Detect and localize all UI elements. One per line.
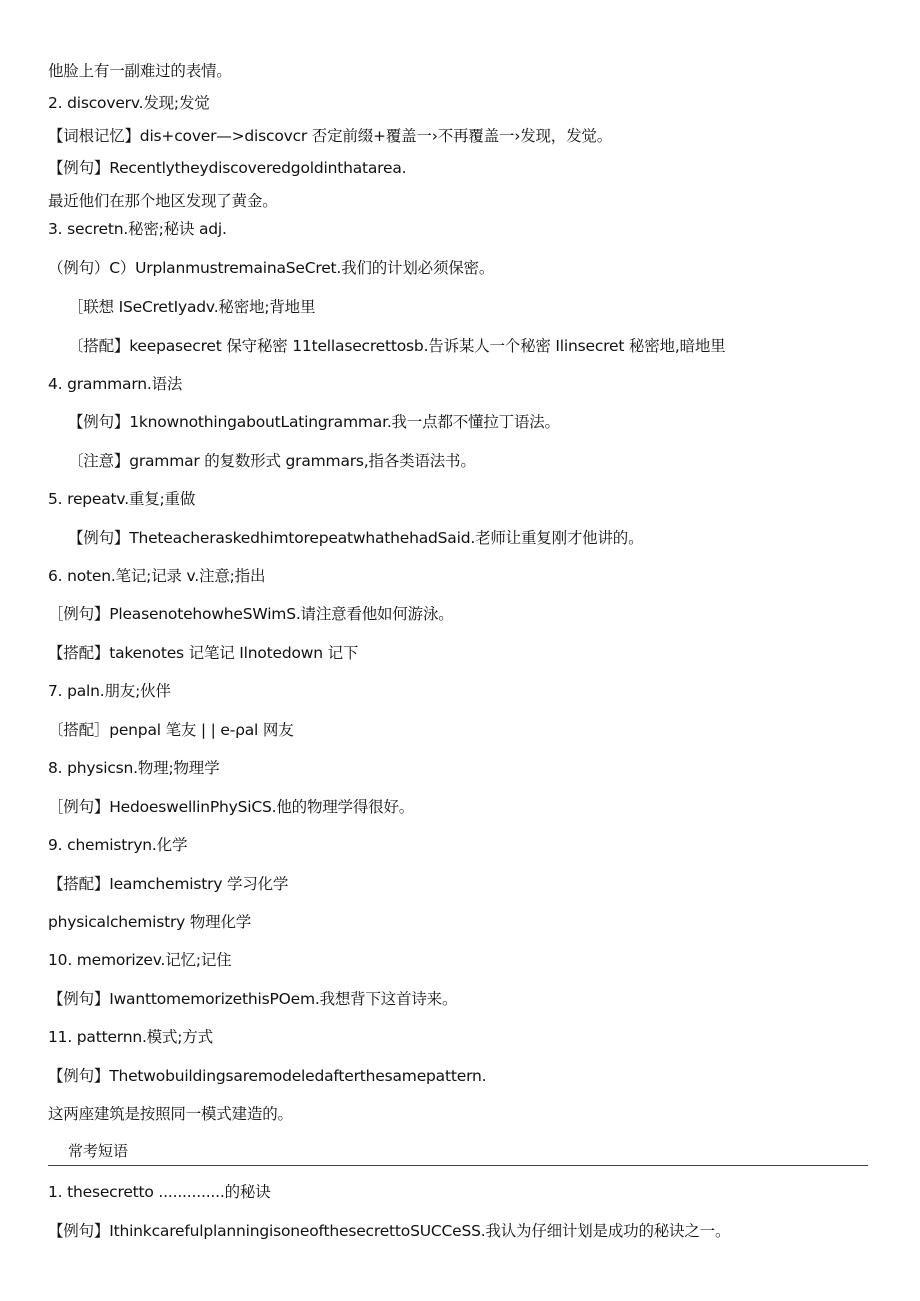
entry-pattern-heading: 11. patternn.模式;方式 xyxy=(48,1028,213,1046)
section-divider xyxy=(48,1165,868,1166)
entry-discover-root-memory: 【词根记忆】dis+cover—>discovcr 否定前缀+覆盖一›不再覆盖一›发现，发觉。 xyxy=(48,127,612,145)
entry-chemistry-collocation: 【搭配】Ieamchemistry 学习化学 xyxy=(48,875,289,893)
entry-chemistry-collocation-2: physicalchemistry 物理化学 xyxy=(48,913,252,931)
entry-grammar-example: 【例句】1knownothingaboutLatingrammar.我一点都不懂拉丁语法。 xyxy=(68,413,560,431)
entry-pattern-example: 【例句】Thetwobuildingsaremodeledafterthesamepattern. xyxy=(48,1067,487,1085)
entry-chemistry-heading: 9. chemistryn.化学 xyxy=(48,836,188,854)
entry-note-heading: 6. noten.笔记;记录 v.注意;指出 xyxy=(48,567,266,585)
phrase-the-secret-to-heading: 1. thesecretto ..............的秘诀 xyxy=(48,1183,271,1201)
entry-pal-heading: 7. paln.朋友;伙伴 xyxy=(48,682,171,700)
entry-grammar-heading: 4. grammarn.语法 xyxy=(48,375,183,393)
entry-discover-example-translation: 最近他们在那个地区发现了黄金。 xyxy=(48,192,278,210)
entry-memorize-heading: 10. memorizev.记忆;记住 xyxy=(48,951,232,969)
phrase-the-secret-to-example: 【例句】IthinkcarefulplanningisoneofthesecrettoSUCCeSS.我认为仔细计划是成功的秘诀之一。 xyxy=(48,1222,731,1240)
example-translation-sad-face: 他脸上有一副难过的表情。 xyxy=(48,62,232,80)
entry-grammar-note: 〔注意】grammar 的复数形式 grammars,指各类语法书。 xyxy=(68,452,476,470)
entry-physics-example: ［例句】HedoeswellinPhySiCS.他的物理学得很好。 xyxy=(48,798,415,816)
entry-discover-example: 【例句】Recentlytheydiscoveredgoldinthatarea. xyxy=(48,159,407,177)
entry-secret-example: （例句）C）UrplanmustremainaSeCret.我们的计划必须保密。 xyxy=(48,259,495,277)
entry-note-example: ［例句】PleasenotehowheSWimS.请注意看他如何游泳。 xyxy=(48,605,454,623)
entry-note-collocation: 【搭配】takenotes 记笔记 Ilnotedown 记下 xyxy=(48,644,359,662)
entry-secret-association: ［联想 ISeCretIyadv.秘密地;背地里 xyxy=(68,298,316,316)
section-heading-common-phrases: 常考短语 xyxy=(68,1142,129,1160)
entry-physics-heading: 8. physicsn.物理;物理学 xyxy=(48,759,220,777)
entry-discover-heading: 2. discoverv.发现;发觉 xyxy=(48,94,210,112)
entry-secret-collocation: 〔搭配】keepasecret 保守秘密 11tellasecrettosb.告诉某人一个秘密 Ilinsecret 秘密地,暗地里 xyxy=(68,337,726,355)
entry-repeat-heading: 5. repeatv.重复;重做 xyxy=(48,490,196,508)
entry-pattern-example-translation: 这两座建筑是按照同一模式建造的。 xyxy=(48,1105,293,1123)
entry-secret-heading: 3. secretn.秘密;秘诀 adj. xyxy=(48,220,227,238)
entry-repeat-example: 【例句】TheteacheraskedhimtorepeatwhathehadSaid.老师让重复刚才他讲的。 xyxy=(68,529,644,547)
entry-pal-collocation: 〔搭配］penpal 笔友 | | e-ρal 网友 xyxy=(48,721,294,739)
entry-memorize-example: 【例句】IwanttomemorizethisPOem.我想背下这首诗来。 xyxy=(48,990,458,1008)
